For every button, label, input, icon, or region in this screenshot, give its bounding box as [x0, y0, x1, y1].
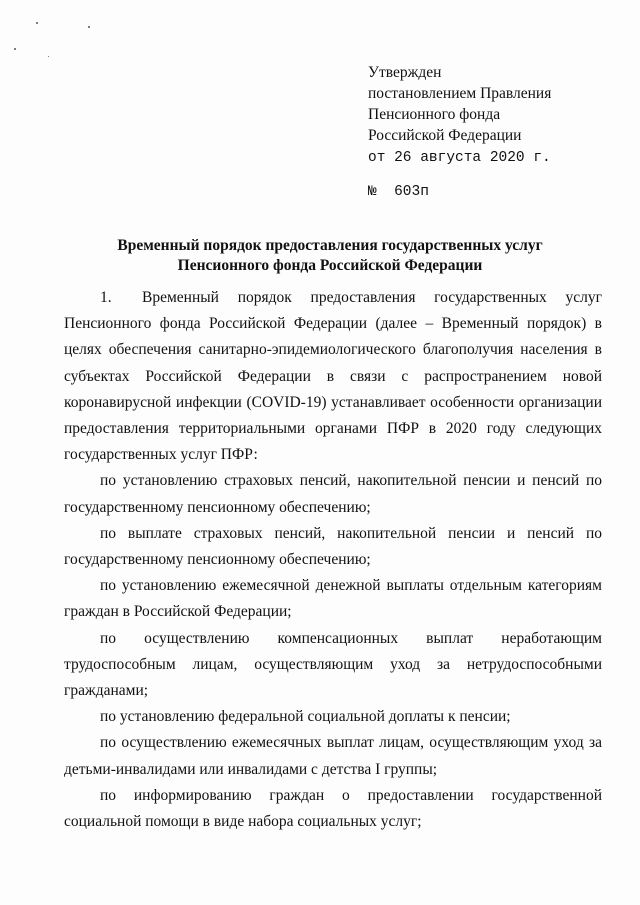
scan-speck	[88, 26, 90, 28]
service-paragraph: по информированию граждан о предоставлении государственной социальной помощи в виде набора социальных услуг;	[64, 786, 602, 831]
item-text: Временный порядок предоставления государственных услуг Пенсионного фонда Российской Федерации (далее – Временный порядок) в целях обеспечения санитарно-эпидемиологического благополучия населения в субъектах Российской Федерации в связи с распространением новой коронавирусной инфекции (COVID-19) устанавливает особенности организации предоставления территориальными органами ПФР в 2020 году следующих государственных услуг ПФР:	[64, 289, 602, 464]
scan-speck	[48, 56, 49, 57]
service-paragraph: по установлению ежемесячной денежной выплаты отдельным категориям граждан в Российской Федерации;	[64, 577, 602, 621]
approval-line: Российской Федерации	[368, 127, 522, 144]
document-body	[64, 285, 602, 835]
approval-line: Утвержден	[368, 64, 442, 81]
service-paragraph: по выплате страховых пенсий, накопительной пенсии и пенсий по государственному пенсионному обеспечению;	[64, 524, 602, 569]
document-title	[60, 236, 600, 276]
service-paragraph: по установлению федеральной социальной доплаты к пенсии;	[100, 708, 511, 726]
scan-speck	[14, 48, 16, 50]
approval-number: № 603п	[368, 184, 429, 200]
service-paragraph: по осуществлению ежемесячных выплат лицам, осуществляющим уход за детьми-инвалидами или инвалидами с детства I группы;	[64, 734, 602, 778]
service-paragraph: по установлению страховых пенсий, накопительной пенсии и пенсий по государственному пенсионному обеспечению;	[64, 472, 602, 516]
item-1-paragraph	[64, 285, 602, 468]
approval-date: от 26 августа 2020 г.	[368, 150, 551, 166]
approval-line: Пенсионного фонда	[368, 106, 501, 123]
title-line: Пенсионного фонда Российской Федерации	[177, 257, 483, 274]
item-number: 1.	[100, 289, 112, 306]
service-paragraph: по осуществлению компенсационных выплат неработающим трудоспособным лицам, осуществляющим уход за нетрудоспособными гражданами;	[64, 629, 602, 700]
title-line: Временный порядок предоставления государственных услуг	[117, 237, 543, 254]
approval-block	[368, 62, 618, 146]
approval-line: постановлением Правления	[368, 85, 552, 102]
scan-speck	[36, 22, 38, 24]
